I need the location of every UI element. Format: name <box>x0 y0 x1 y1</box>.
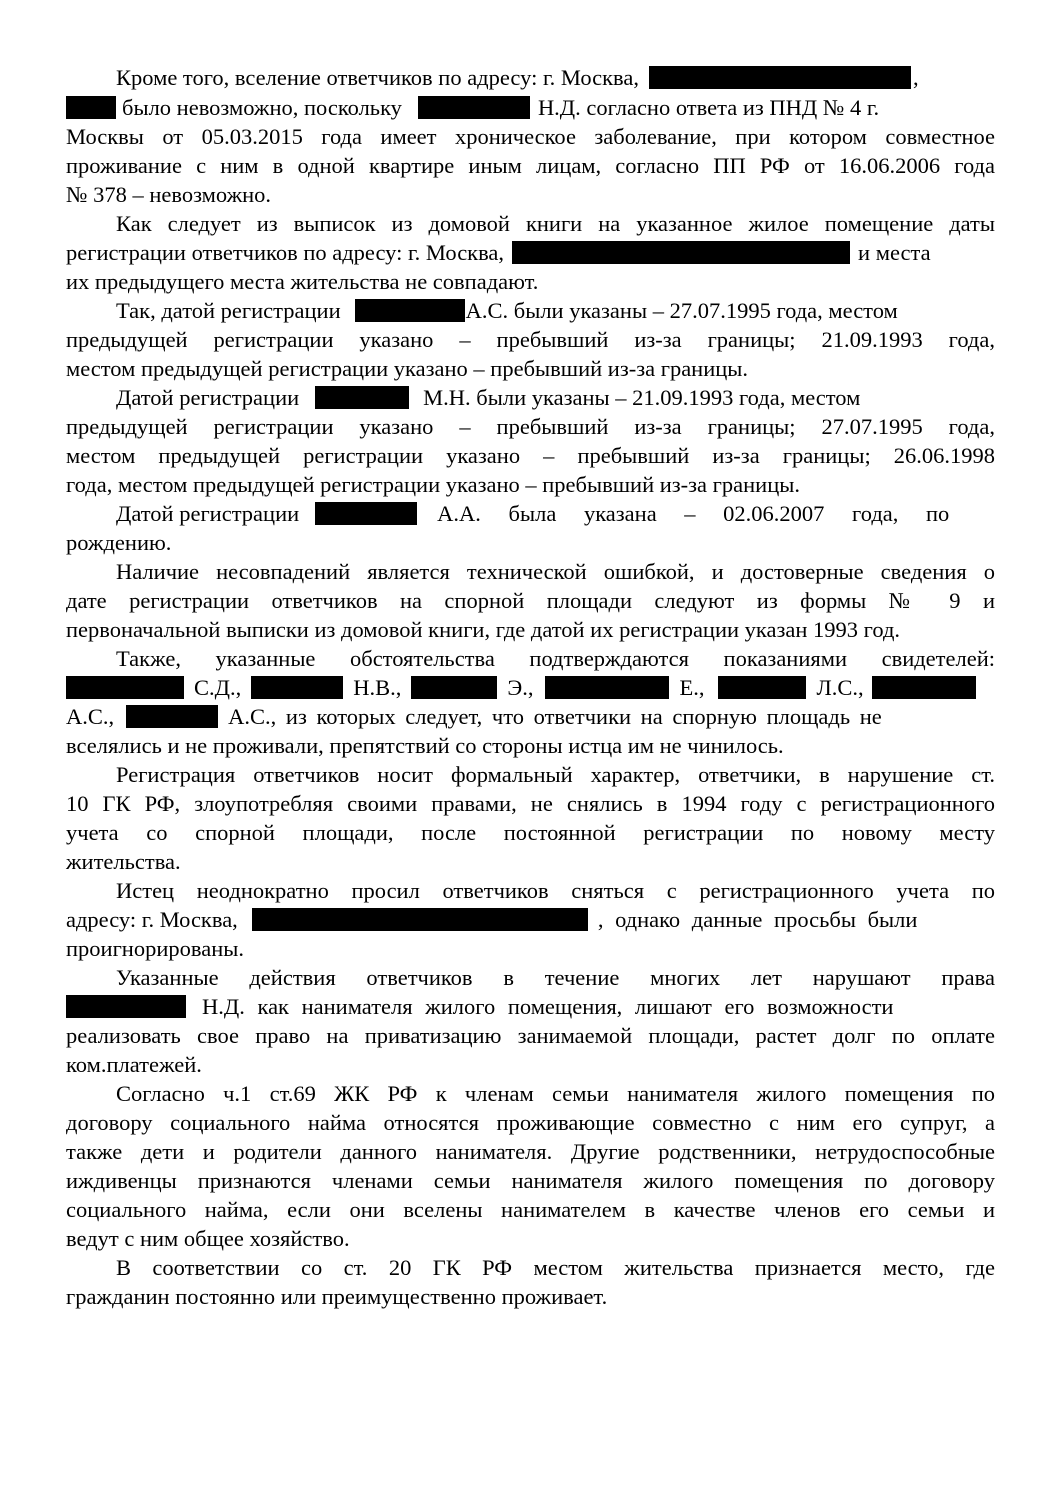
text-fragment: , <box>913 65 919 90</box>
text-line: иждивенцы признаются членами семьи нанимателя жилого помещения по договору <box>66 1168 995 1193</box>
redaction-bar <box>512 241 850 264</box>
text-fragment: А.С., <box>66 704 115 729</box>
redaction-bar <box>126 705 218 728</box>
text-line: проигнорированы. <box>66 936 244 961</box>
text-line: рождению. <box>66 530 172 555</box>
text-line: В соответствии со ст. 20 ГК РФ местом жительства признается место, где <box>116 1255 995 1280</box>
text-line: дате регистрации ответчиков на спорной площади следуют из формы № 9 и <box>66 588 995 613</box>
redaction-bar <box>251 676 343 699</box>
text-fragment: Датой регистрации <box>116 501 300 526</box>
redaction-bar <box>252 908 588 931</box>
text-line <box>66 63 995 92</box>
text-line: предыдущей регистрации указано – пребывший из-за границы; 27.07.1995 года, <box>66 414 995 439</box>
text-line: вселялись и не проживали, препятствий со стороны истца им не чинилось. <box>66 733 784 758</box>
text-fragment: А.А. была указана – 02.06.2007 года, по <box>437 501 950 526</box>
text-fragment: Так, датой регистрации <box>116 298 341 323</box>
text-fragment: С.Д., <box>194 675 242 700</box>
text-fragment: А.С., из которых следует, что ответчики на спорную площадь не <box>228 704 882 729</box>
text-line: года, местом предыдущей регистрации указано – пребывший из-за границы. <box>66 472 800 497</box>
text-fragment: Е., <box>679 675 705 700</box>
text-line: договору социального найма относятся проживающие совместно с ним его супруг, а <box>66 1110 995 1135</box>
redaction-bar <box>315 502 417 525</box>
text-line: Также, указанные обстоятельства подтверждаются показаниями свидетелей: <box>116 646 995 671</box>
text-line: социального найма, если они вселены нанимателем в качестве членов его семьи и <box>66 1197 995 1222</box>
text-fragment: Н.Д. как нанимателя жилого помещения, лишают его возможности <box>202 994 894 1019</box>
text-line: Москвы от 05.03.2015 года имеет хроническое заболевание, при котором совместное <box>66 124 995 149</box>
text-line <box>66 383 995 412</box>
redaction-bar <box>418 96 530 119</box>
text-line: Наличие несовпадений является технической ошибкой, и достоверные сведения о <box>116 559 995 584</box>
text-line: Указанные действия ответчиков в течение многих лет нарушают права <box>116 965 995 990</box>
text-line: жительства. <box>66 849 181 874</box>
text-line: местом предыдущей регистрации указано – пребывший из-за границы. <box>66 356 749 381</box>
redaction-bar <box>66 96 116 119</box>
text-fragment: и места <box>858 240 931 265</box>
text-line <box>66 499 995 528</box>
redaction-bar <box>66 995 186 1018</box>
text-line: Регистрация ответчиков носит формальный характер, ответчики, в нарушение ст. <box>116 762 995 787</box>
redaction-bar <box>872 676 976 699</box>
text-fragment: адресу: г. Москва, <box>66 907 238 932</box>
text-line: Как следует из выписок из домовой книги на указанное жилое помещение даты <box>116 211 995 236</box>
text-line: проживание с ним в одной квартире иным лицам, согласно ПП РФ от 16.06.2006 года <box>66 153 995 178</box>
text-line: местом предыдущей регистрации указано – пребывший из-за границы; 26.06.1998 <box>66 443 995 468</box>
text-fragment: , однако данные просьбы были <box>597 907 918 932</box>
redaction-bar <box>545 676 669 699</box>
text-fragment: было невозможно, поскольку <box>122 95 402 120</box>
text-line: реализовать свое право на приватизацию занимаемой площади, растет долг по оплате <box>66 1023 995 1048</box>
text-line: ком.платежей. <box>66 1052 202 1077</box>
text-line <box>66 238 995 267</box>
text-line <box>66 296 995 325</box>
redaction-bar <box>411 676 497 699</box>
text-line: 10 ГК РФ, злоупотребляя своими правами, не снялись в 1994 году с регистрационного <box>66 791 995 816</box>
text-fragment: М.Н. были указаны – 21.09.1993 года, местом <box>423 385 861 410</box>
text-line <box>66 905 995 934</box>
redaction-bar <box>66 676 184 699</box>
text-line <box>66 702 995 731</box>
redaction-bar <box>315 386 409 409</box>
text-line <box>66 93 995 122</box>
text-line: № 378 – невозможно. <box>66 182 272 207</box>
text-line: также дети и родители данного нанимателя. Другие родственники, нетрудоспособные <box>66 1139 995 1164</box>
text-fragment: Датой регистрации <box>116 385 300 410</box>
redaction-bar <box>355 299 465 322</box>
text-line: их предыдущего места жительства не совпадают. <box>66 269 539 294</box>
text-line: предыдущей регистрации указано – пребывший из-за границы; 21.09.1993 года, <box>66 327 995 352</box>
redaction-bar <box>649 66 911 89</box>
text-line: Согласно ч.1 ст.69 ЖК РФ к членам семьи нанимателя жилого помещения по <box>116 1081 995 1106</box>
text-fragment: А.С. были указаны – 27.07.1995 года, местом <box>465 298 898 323</box>
text-fragment: Кроме того, вселение ответчиков по адресу: г. Москва, <box>116 65 639 90</box>
text-fragment: регистрации ответчиков по адресу: г. Москва, <box>66 240 505 265</box>
text-fragment: Л.С., <box>816 675 864 700</box>
text-line: Истец неоднократно просил ответчиков сняться с регистрационного учета по <box>116 878 995 903</box>
text-line: гражданин постоянно или преимущественно проживает. <box>66 1284 608 1309</box>
text-line: ведут с ним общее хозяйство. <box>66 1226 350 1251</box>
text-fragment: Н.В., <box>353 675 402 700</box>
text-fragment: Э., <box>507 675 534 700</box>
text-line <box>66 673 995 702</box>
redaction-bar <box>718 676 806 699</box>
text-line <box>66 992 995 1021</box>
text-line: учета со спорной площади, после постоянной регистрации по новому месту <box>66 820 995 845</box>
text-fragment: Н.Д. согласно ответа из ПНД № 4 г. <box>537 95 880 120</box>
text-line: первоначальной выписки из домовой книги, где датой их регистрации указан 1993 год. <box>66 617 901 642</box>
